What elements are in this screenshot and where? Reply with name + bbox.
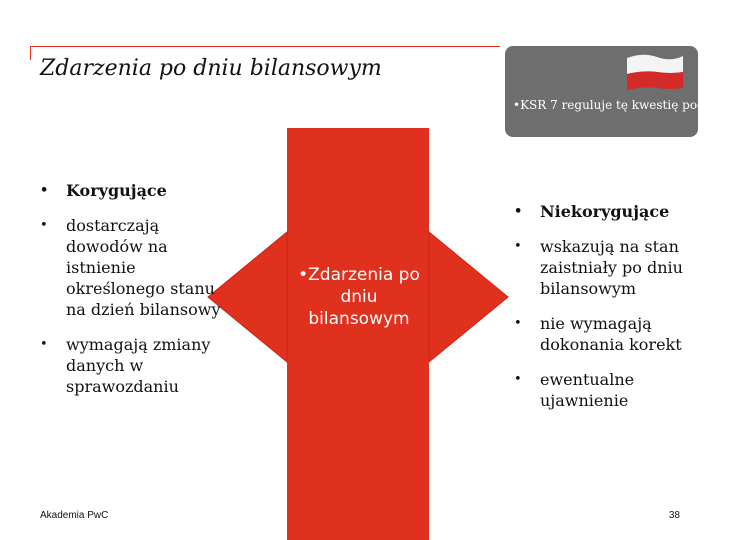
slide-title: Zdarzenia po dniu bilansowym bbox=[40, 56, 382, 81]
list-item: • Niekorygujące bbox=[514, 202, 670, 221]
list-item: • wymagają zmiany danych w sprawozdaniu bbox=[40, 335, 211, 396]
right-column bbox=[514, 201, 714, 425]
list-item: • dostarczają dowodów na istnienie określonego stanu na dzień bilansowy bbox=[40, 216, 221, 319]
list-item: • ewentualne ujawnienie bbox=[514, 370, 635, 410]
center-column bbox=[287, 128, 429, 540]
callout-text: •KSR 7 reguluje tę kwestię podobnie. bbox=[513, 98, 742, 112]
list-item: • wskazują na stan zaistniały po dniu bilansowym bbox=[514, 237, 683, 298]
list-item: • nie wymagają dokonania korekt bbox=[514, 314, 682, 354]
left-column bbox=[40, 180, 230, 411]
right-arrow-head bbox=[429, 232, 508, 362]
list-item: • Korygujące bbox=[40, 181, 167, 200]
page-number: 38 bbox=[668, 510, 680, 521]
footer-brand: Akademia PwC bbox=[40, 510, 109, 521]
center-label: •Zdarzenia po dniu bilansowym bbox=[298, 265, 420, 329]
